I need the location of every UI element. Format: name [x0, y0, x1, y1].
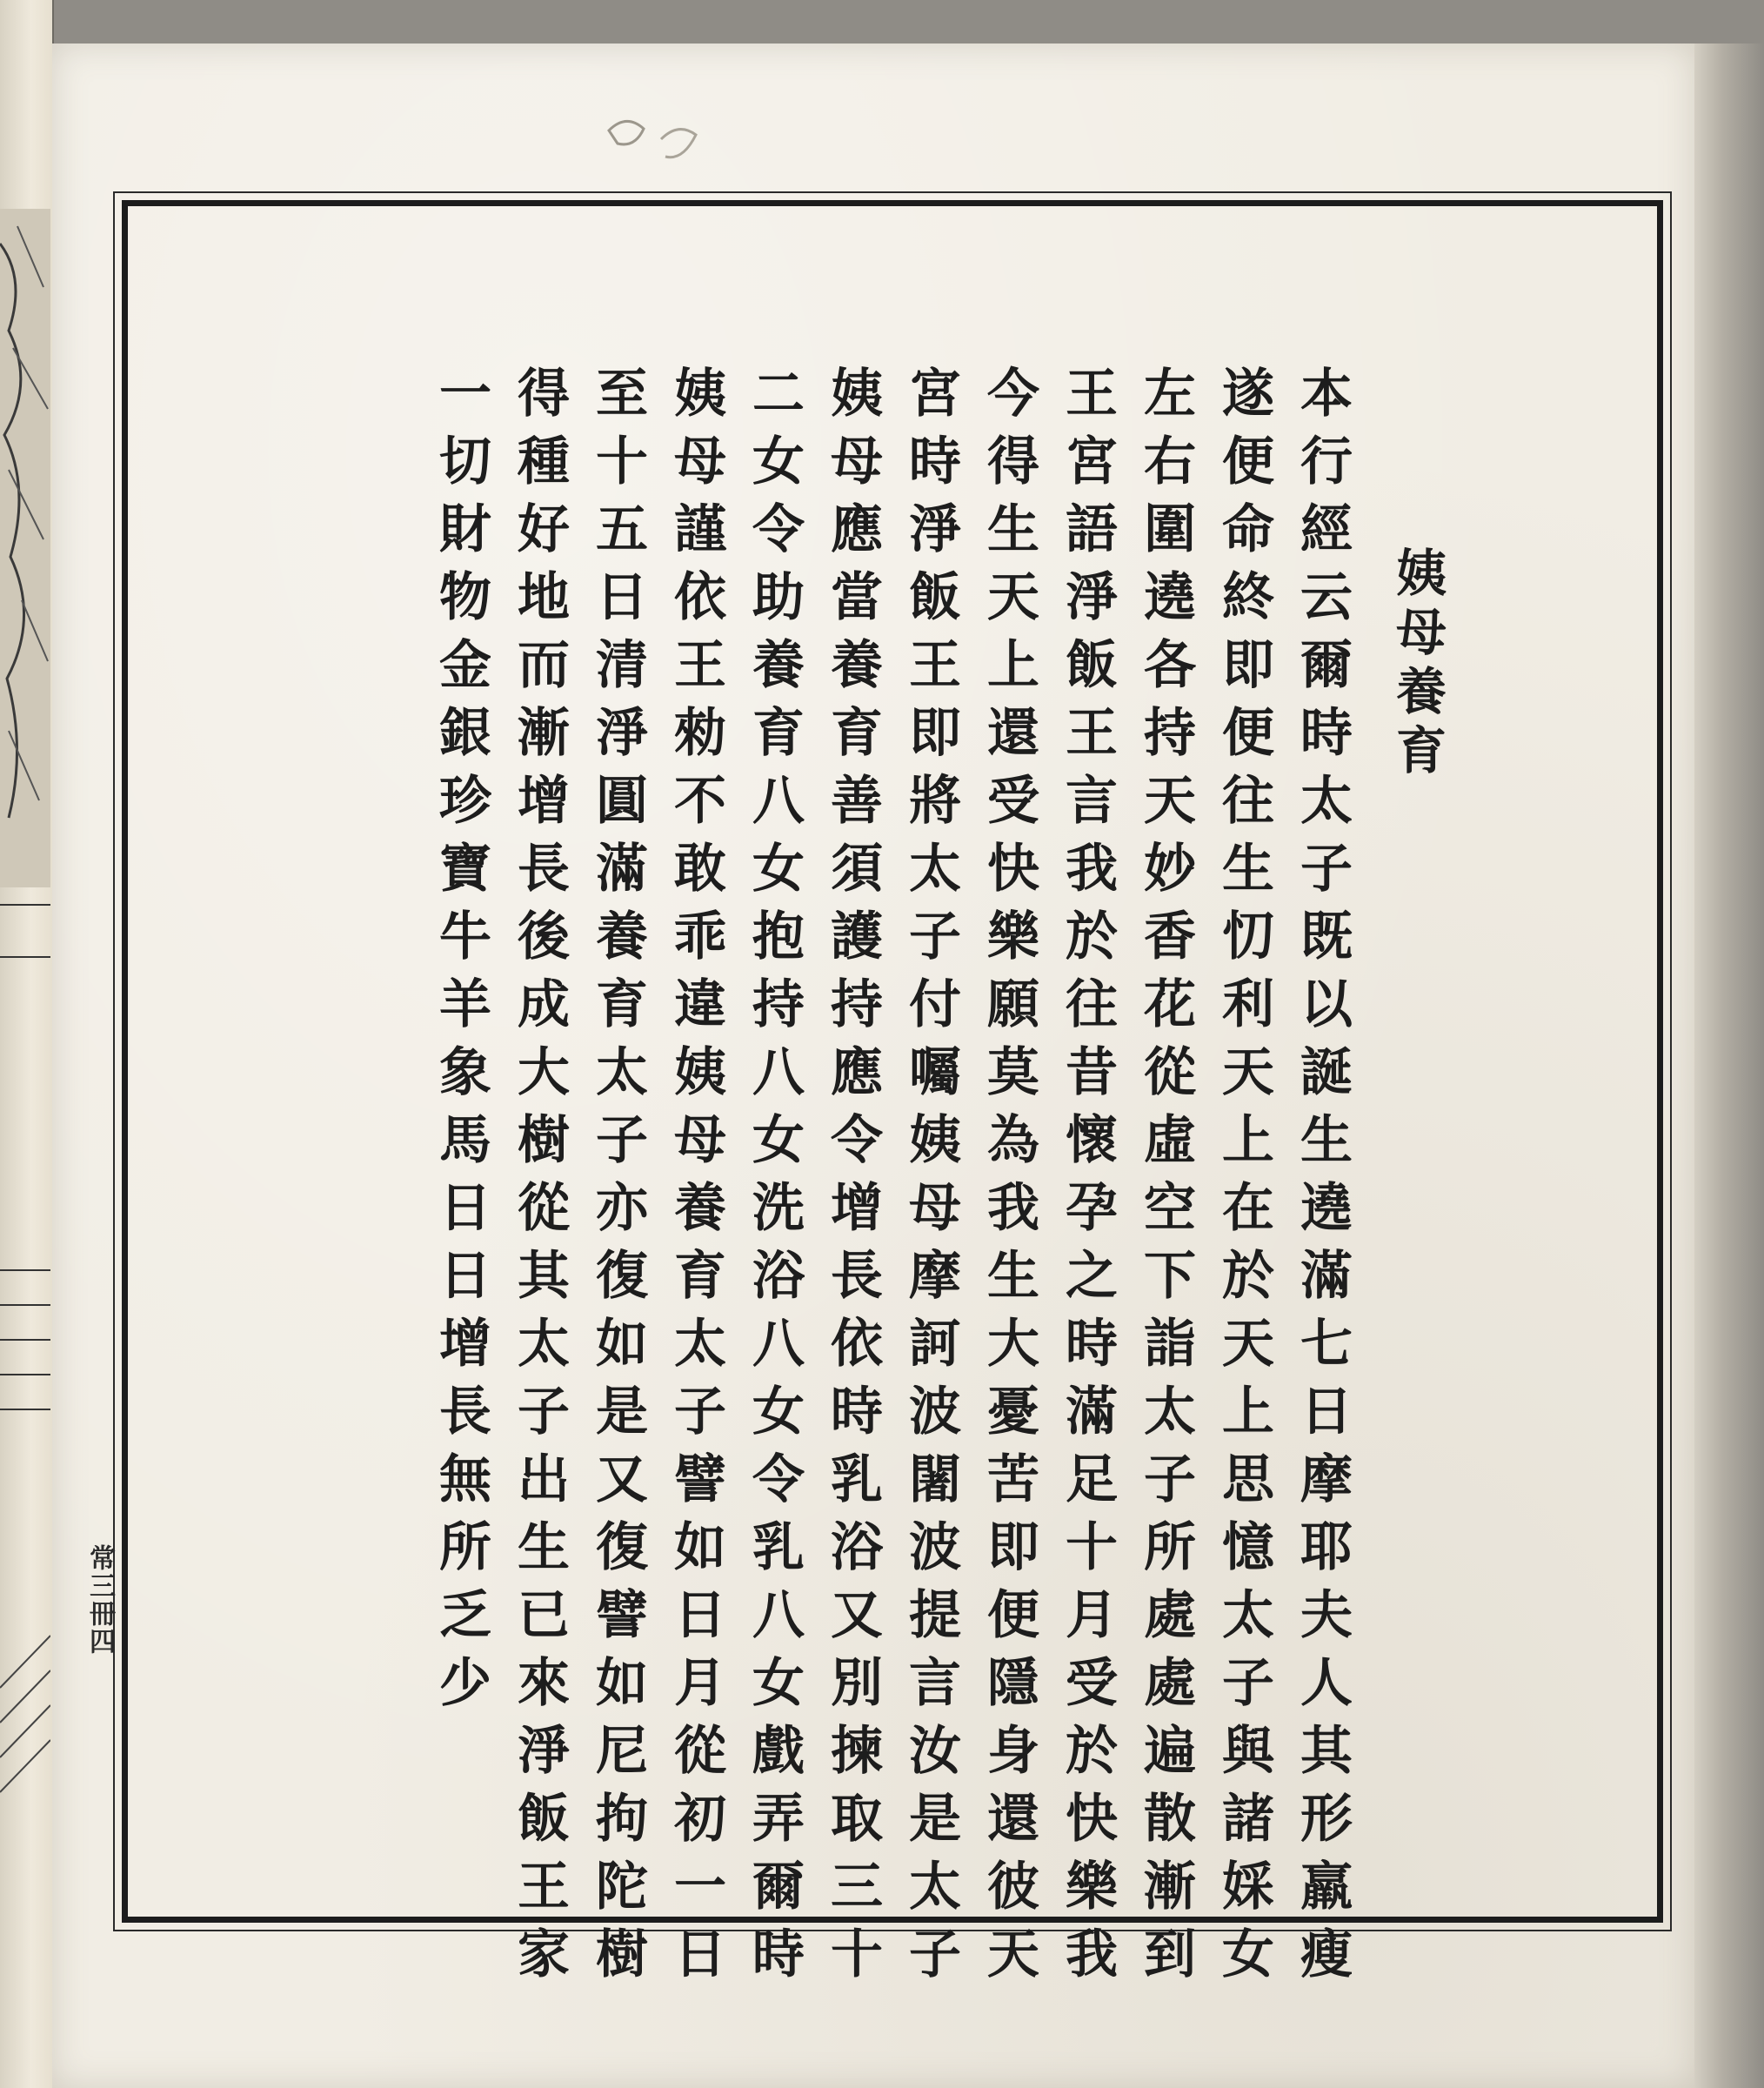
- text-column-7: 姨母應當養育善須護持應令增長依時乳浴又別揀取三十: [822, 365, 883, 1994]
- text-column-9: 姨母謹依王勑不敢乖違姨母養育太子譬如日月從初一日: [665, 365, 726, 1994]
- text-column-12: 一切財物金銀珍寶牛羊象馬日日增長無所乏少: [431, 365, 491, 1723]
- section-title: 姨母養育: [1387, 546, 1447, 783]
- text-column-11: 得種好地而漸增長後成大樹從其太子出生已來淨飯王家: [509, 365, 570, 1994]
- printed-frame: [122, 200, 1663, 1923]
- ink-stain: [600, 113, 705, 174]
- illustration-fragment: [0, 209, 50, 1862]
- text-column-5: 今得生天上還受快樂願莫為我生大憂苦即便隱身還彼天: [979, 365, 1039, 1994]
- text-column-3: 左右圍遶各持天妙香花從虛空下詣太子所處處遍散漸到: [1135, 365, 1196, 1994]
- text-column-10: 至十五日清淨圓滿養育太子亦復如是又復譬如尼拘陀樹: [587, 365, 648, 1994]
- text-column-2: 遂便命終即便往生忉利天上在於天上思憶太子與諸婇女: [1213, 365, 1274, 1994]
- text-column-4: 王宮語淨飯王言我於往昔懷孕之時滿足十月受於快樂我: [1057, 365, 1118, 1994]
- text-column-1: 本行經云爾時太子既以誕生遶滿七日摩耶夫人其形羸瘦: [1292, 365, 1353, 1994]
- page-edge: [1694, 44, 1764, 2088]
- facing-page: [0, 0, 54, 2088]
- text-column-8: 二女令助養育八女抱持八女洗浴八女令乳八女戲弄爾時: [744, 365, 805, 1994]
- text-column-6: 宮時淨飯王即將太子付囑姨母摩訶波闍波提言汝是太子: [900, 365, 961, 1994]
- margin-label: 常三冊四: [84, 1544, 115, 1656]
